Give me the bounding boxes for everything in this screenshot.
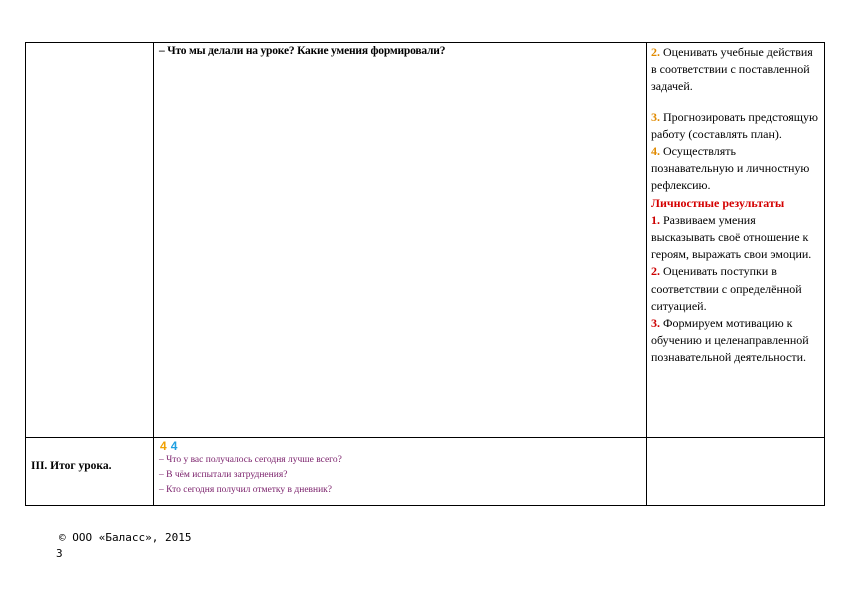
list-item [651, 212, 821, 264]
item-number: 3. [651, 316, 660, 331]
lesson-table [25, 42, 825, 506]
list-item: – Что у вас получалось сегодня лучше всего? [159, 455, 342, 465]
list-item: – Кто сегодня получил отметку в дневник? [159, 485, 333, 495]
results-cell [647, 438, 825, 506]
question-list [159, 453, 646, 498]
item-text: Оценивать поступки в соответствии с определённой ситуацией. [651, 264, 802, 313]
list-item [651, 263, 821, 315]
table-row [26, 438, 825, 506]
results-list [647, 43, 824, 367]
item-number: 3. [651, 109, 660, 124]
content-cell [154, 438, 647, 506]
content-cell [154, 43, 647, 438]
lesson-question: – Что мы делали на уроке? Какие умения формировали? [159, 45, 446, 57]
item-number: 2. [651, 264, 660, 279]
stage-title: III. Итог урока. [31, 460, 112, 472]
list-item [651, 315, 821, 367]
item-text: Формируем мотивацию к обучению и целенаправленной познавательной деятельности. [651, 316, 809, 365]
results-cell [647, 43, 825, 438]
personal-results-heading: Личностные результаты [651, 195, 785, 210]
stage-cell [26, 438, 154, 506]
item-number: 4. [651, 144, 660, 159]
item-text: Развиваем умения высказывать своё отношение к героям, выражать свои эмоции. [651, 212, 812, 262]
task-icons [160, 439, 646, 453]
page-number: 3 [56, 547, 63, 560]
list-item [651, 109, 821, 143]
table-row [26, 43, 825, 438]
number-four-icon: 4 [170, 439, 178, 453]
item-number: 1. [651, 212, 660, 227]
item-text: Осуществлять познавательную и личностную рефлексию. [651, 144, 810, 193]
item-text: Оценивать учебные действия в соответствии с поставленной задачей. [651, 45, 813, 94]
stage-cell [26, 43, 154, 438]
list-item [651, 143, 821, 195]
number-four-icon: 4 [160, 439, 167, 453]
item-number: 2. [651, 45, 660, 59]
copyright-footer: © ООО «Баласс», 2015 [59, 531, 192, 544]
list-item: – В чём испытали затруднения? [159, 470, 288, 480]
item-text: Прогнозировать предстоящую работу (составлять план). [651, 109, 819, 141]
list-item [651, 44, 821, 96]
